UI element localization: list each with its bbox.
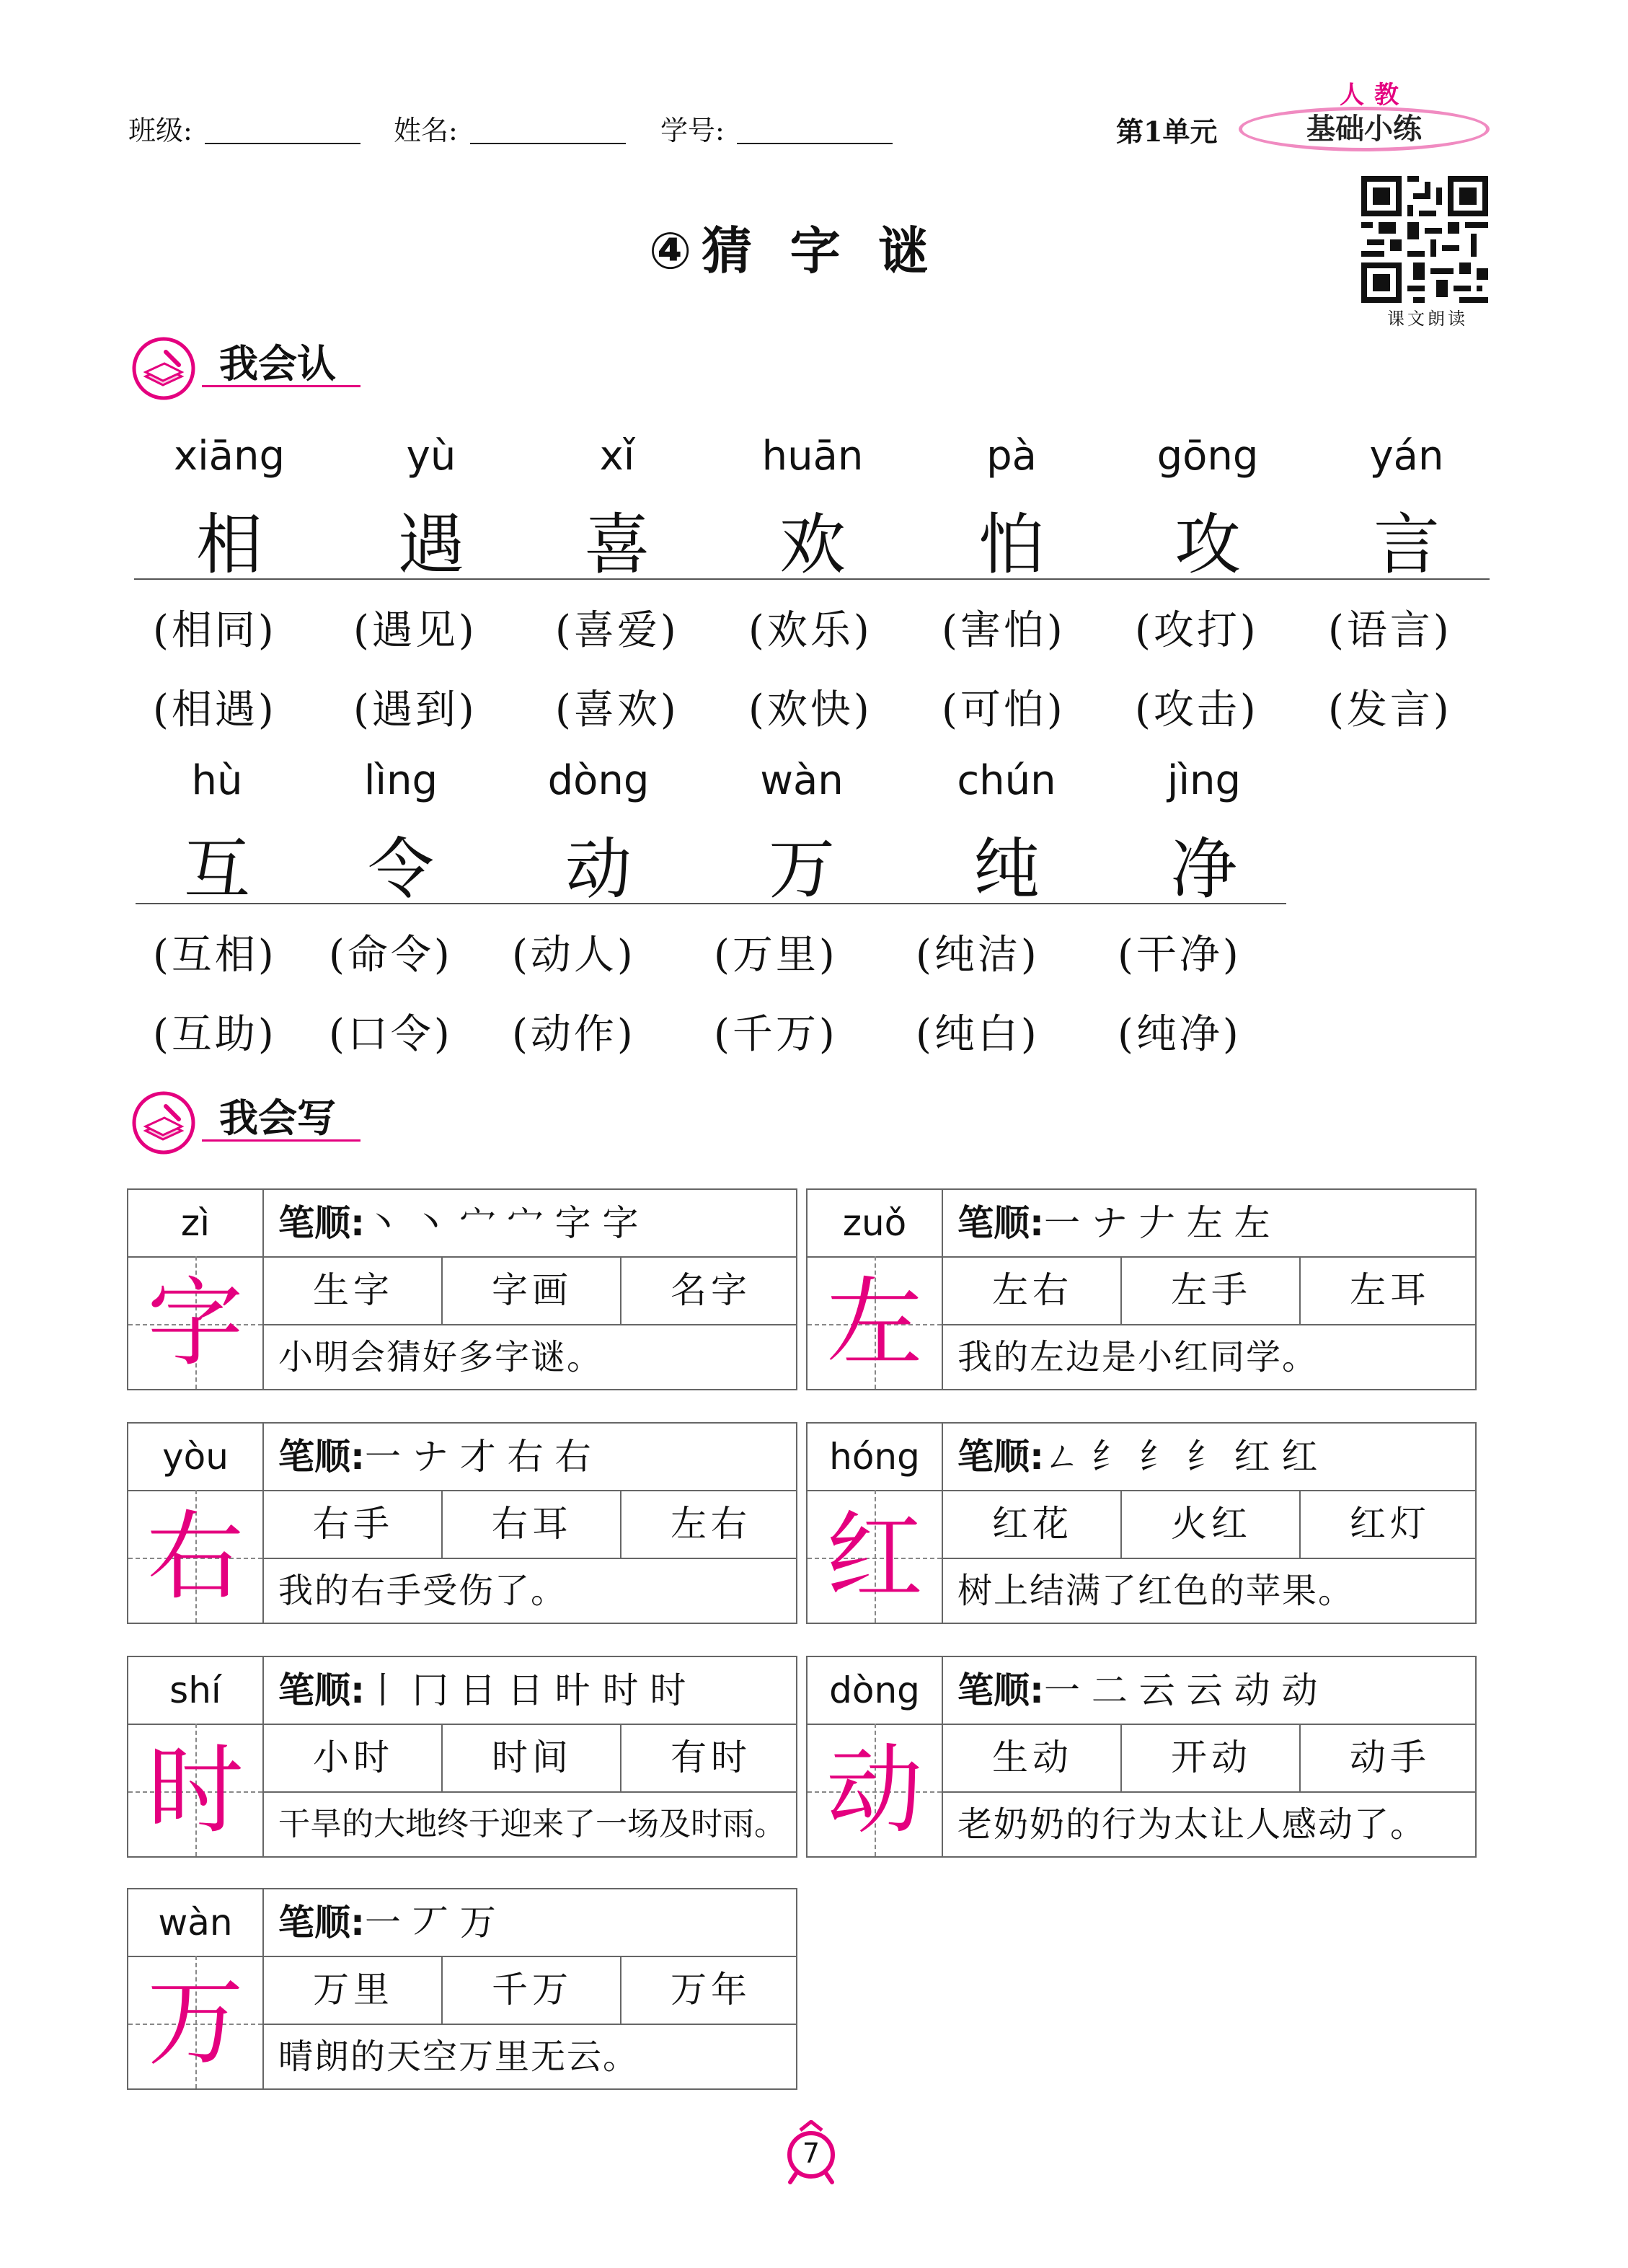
stroke-label: 笔顺:: [278, 1202, 365, 1244]
class-label: 班级:: [128, 115, 193, 146]
card-word: 左手: [1171, 1269, 1252, 1311]
pinyin: lìng: [363, 757, 438, 804]
name-input-line[interactable]: [470, 143, 626, 144]
stroke-label: 笔顺:: [957, 1202, 1044, 1244]
card-pinyin: wàn: [158, 1902, 233, 1943]
word-chip: (可怕): [942, 687, 1066, 733]
page-number: 7: [802, 2137, 820, 2169]
card-word: 小时: [313, 1737, 394, 1778]
word-chip: (纯净): [1118, 1011, 1242, 1058]
word-chip: (遇到): [353, 687, 477, 733]
student-id-label: 学号:: [660, 115, 725, 146]
word-chip: (欢乐): [748, 607, 872, 654]
stroke-order: ㄥ 纟 纟 纟 红 红: [1044, 1436, 1318, 1478]
writing-card-you: [127, 1422, 797, 1624]
pinyin: yù: [406, 433, 456, 480]
pinyin: yán: [1369, 433, 1444, 480]
card-word: 红灯: [1350, 1503, 1430, 1545]
card-character: 时: [146, 1734, 244, 1847]
card-sentence: 晴朗的天空万里无云。: [278, 2037, 640, 2077]
card-pinyin: zuǒ: [842, 1202, 907, 1244]
word-chip: (喜爱): [555, 607, 679, 654]
writing-card-shi: [127, 1656, 797, 1858]
pinyin: chún: [957, 757, 1056, 804]
card-character: 动: [826, 1734, 923, 1847]
word-chip: (纯白): [916, 1011, 1040, 1058]
stroke-order: 一 ナ 𠂇 左 左: [1044, 1202, 1270, 1244]
class-input-line[interactable]: [205, 143, 360, 144]
card-word: 生字: [313, 1269, 394, 1311]
pinyin: wàn: [760, 757, 844, 804]
word-chip: (欢快): [748, 687, 872, 733]
card-word: 名字: [671, 1269, 751, 1311]
section-title-write: 我会写: [219, 1095, 336, 1141]
pinyin: pà: [986, 433, 1037, 480]
card-sentence: 老奶奶的行为太让人感动了。: [957, 1804, 1427, 1845]
card-word: 左右: [671, 1503, 751, 1545]
page-title: ④猜 字 谜: [649, 221, 939, 281]
card-character: 右: [146, 1501, 244, 1613]
writing-card-dong: [806, 1656, 1477, 1858]
name-label: 姓名:: [394, 115, 458, 146]
hanzi: 言: [1373, 506, 1440, 583]
card-word: 火红: [1171, 1503, 1252, 1545]
hanzi: 互: [183, 831, 250, 908]
stroke-order: 一 ナ 才 右 右: [365, 1436, 591, 1478]
card-word: 万年: [671, 1969, 751, 2011]
stroke-order: 一 二 云 云 动 动: [1044, 1669, 1318, 1711]
card-word: 右耳: [492, 1503, 572, 1545]
stroke-order: 一 丆 万: [365, 1902, 496, 1943]
hanzi: 净: [1170, 831, 1237, 908]
pinyin: huān: [761, 433, 864, 480]
card-word: 开动: [1171, 1737, 1252, 1778]
stroke-label: 笔顺:: [278, 1902, 365, 1943]
student-id-input-line[interactable]: [737, 143, 893, 144]
pinyin: jìng: [1167, 757, 1242, 804]
word-chip: (发言): [1328, 687, 1452, 733]
hanzi: 攻: [1174, 506, 1241, 583]
word-chip: (相遇): [153, 687, 277, 733]
hanzi: 令: [367, 831, 434, 908]
card-sentence: 树上结满了红色的苹果。: [957, 1571, 1355, 1611]
word-chip: (纯洁): [916, 932, 1040, 979]
word-chip: (遇见): [353, 607, 477, 654]
word-chip: (动作): [512, 1011, 636, 1058]
word-chip: (害怕): [942, 607, 1066, 654]
word-chip: (相同): [153, 607, 277, 654]
word-chip: (互相): [153, 932, 277, 979]
writing-card-wan: [127, 1888, 797, 2090]
word-chip: (喜欢): [555, 687, 679, 733]
card-word: 左耳: [1350, 1269, 1430, 1311]
card-sentence: 我的右手受伤了。: [278, 1571, 567, 1611]
hanzi: 喜: [583, 506, 650, 583]
card-pinyin: dòng: [829, 1669, 920, 1711]
card-word: 右手: [313, 1503, 394, 1545]
section-title-read: 我会认: [219, 341, 336, 387]
card-character: 红: [826, 1501, 923, 1613]
card-pinyin: yòu: [162, 1436, 229, 1478]
card-word: 万里: [313, 1969, 394, 2011]
writing-card-zi: [127, 1188, 797, 1390]
card-pinyin: zì: [180, 1202, 211, 1244]
card-character: 字: [146, 1267, 244, 1380]
hanzi: 相: [195, 506, 262, 583]
divider-rule: [134, 578, 1490, 580]
word-chip: (千万): [714, 1011, 838, 1058]
stroke-order: 丶 丶 宀 宀 字 字: [365, 1202, 639, 1244]
card-word: 动手: [1350, 1737, 1430, 1778]
word-chip: (动人): [512, 932, 636, 979]
stroke-order: 丨 冂 日 日 旪 时 时: [365, 1669, 686, 1711]
unit-label: 第1单元: [1116, 115, 1218, 148]
stroke-label: 笔顺:: [278, 1669, 365, 1711]
section-underline: [202, 1139, 360, 1142]
card-pinyin: hóng: [829, 1436, 920, 1478]
hanzi: 欢: [779, 506, 846, 583]
divider-rule: [136, 903, 1286, 904]
card-sentence: 我的左边是小红同学。: [957, 1337, 1319, 1377]
card-sentence: 干旱的大地终于迎来了一场及时雨。: [278, 1806, 786, 1843]
card-word: 千万: [492, 1969, 572, 2011]
hanzi: 万: [768, 831, 835, 908]
stroke-label: 笔顺:: [957, 1669, 1044, 1711]
card-word: 有时: [671, 1737, 751, 1778]
pinyin: xiāng: [173, 433, 286, 480]
pinyin: xǐ: [599, 433, 635, 480]
section-underline: [202, 385, 360, 387]
writing-card-hong: [806, 1422, 1477, 1624]
word-chip: (干净): [1118, 932, 1242, 979]
card-word: 左右: [992, 1269, 1073, 1311]
hanzi: 动: [565, 831, 632, 908]
word-chip: (攻击): [1135, 687, 1259, 733]
hanzi: 怕: [978, 506, 1045, 583]
pinyin: hù: [191, 757, 243, 804]
writing-card-zuo: [806, 1188, 1477, 1390]
qr-code-icon[interactable]: [1361, 176, 1488, 303]
stroke-label: 笔顺:: [278, 1436, 365, 1478]
book-pen-icon: [131, 1090, 196, 1155]
word-chip: (攻打): [1135, 607, 1259, 654]
card-character: 万: [146, 1967, 244, 2079]
pinyin: dòng: [547, 757, 650, 804]
brand-publisher: 人教: [1340, 81, 1409, 110]
hanzi: 遇: [397, 506, 464, 583]
card-word: 字画: [492, 1269, 572, 1311]
brand-series: 基础小练: [1239, 107, 1490, 151]
card-word: 生动: [992, 1737, 1073, 1778]
pinyin: gōng: [1156, 433, 1259, 480]
word-chip: (万里): [714, 932, 838, 979]
card-character: 左: [826, 1267, 923, 1380]
book-pen-icon: [131, 336, 196, 401]
word-chip: (语言): [1328, 607, 1452, 654]
card-sentence: 小明会猜好多字谜。: [278, 1337, 603, 1377]
word-chip: (互助): [153, 1011, 277, 1058]
word-chip: (命令): [329, 932, 453, 979]
stroke-label: 笔顺:: [957, 1436, 1044, 1478]
word-chip: (口令): [329, 1011, 453, 1058]
card-word: 红花: [992, 1503, 1073, 1545]
card-pinyin: shí: [169, 1669, 221, 1711]
card-word: 时间: [492, 1737, 572, 1778]
qr-caption: 课文朗读: [1387, 309, 1468, 329]
hanzi: 纯: [973, 831, 1040, 908]
